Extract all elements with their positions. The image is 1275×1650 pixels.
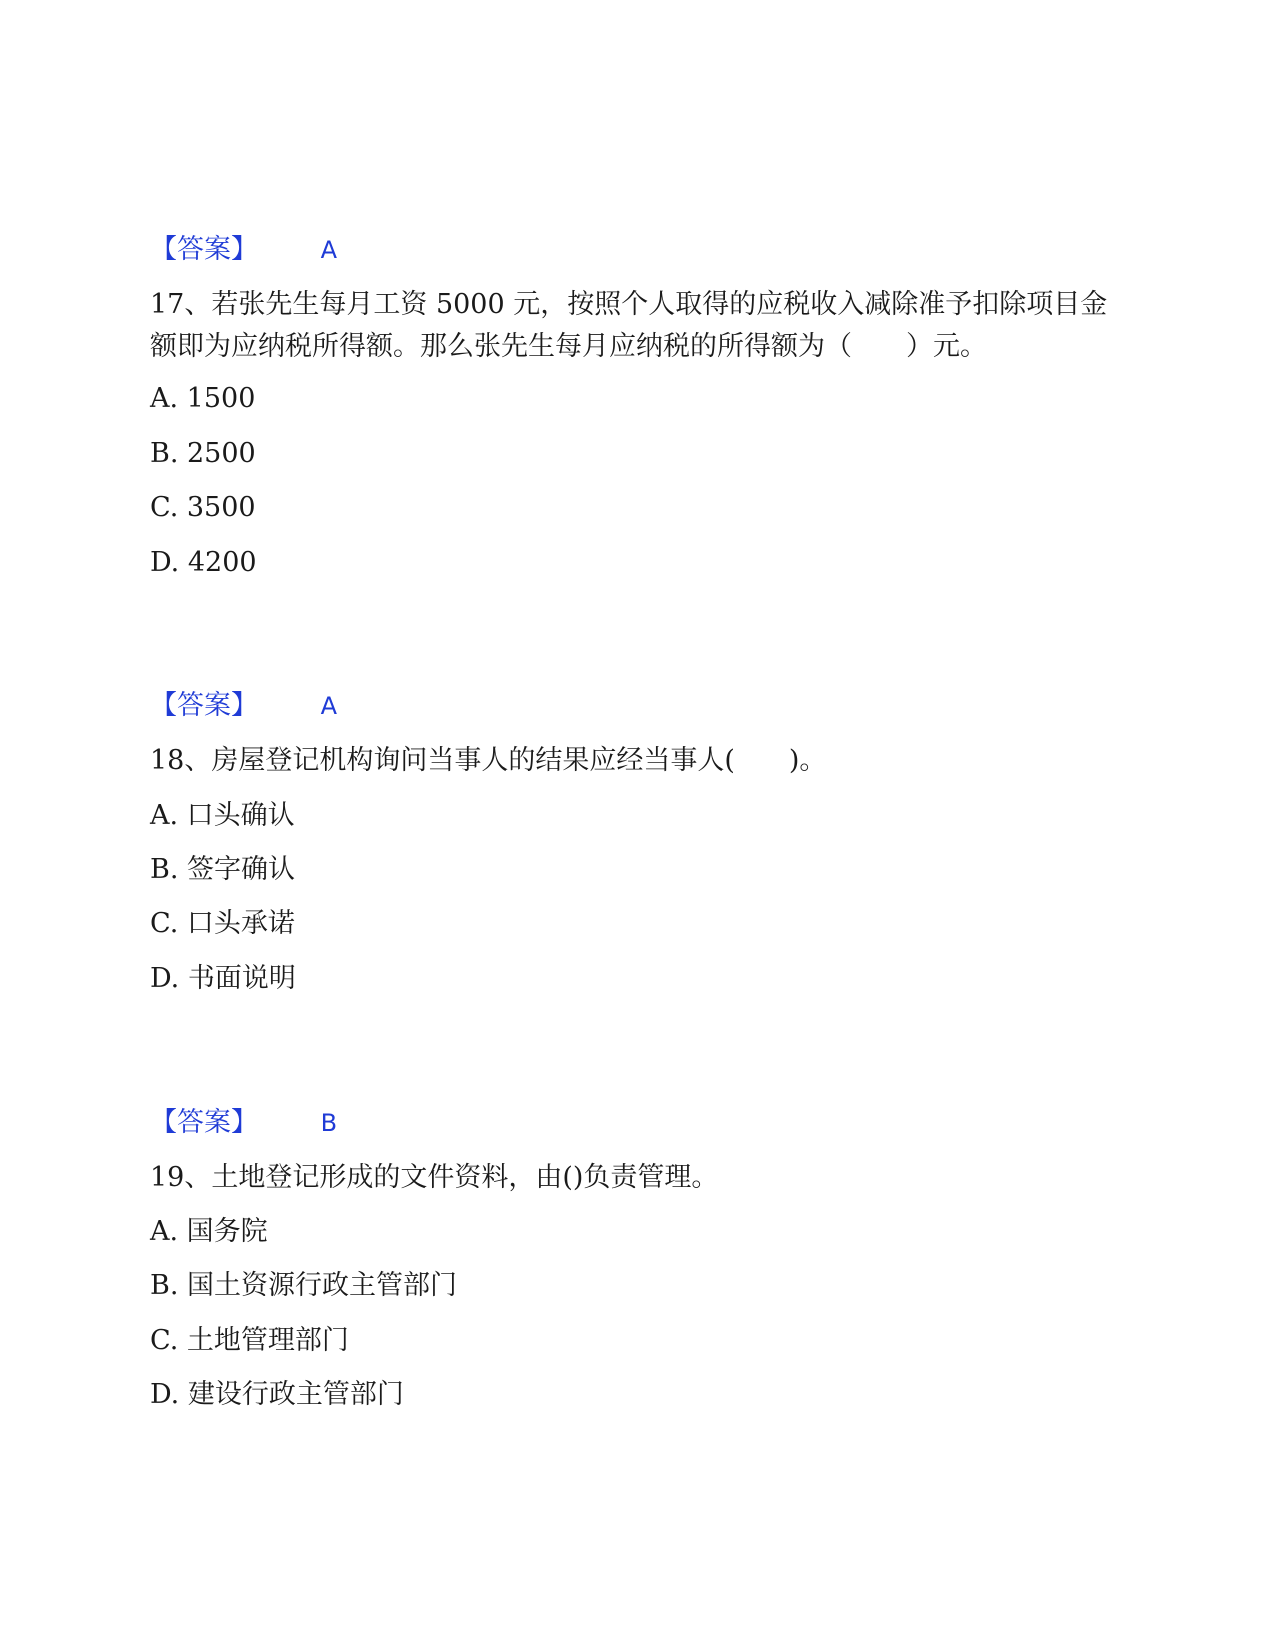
answer-label: 【答案】 [150, 690, 258, 721]
option-b: B. 2500 [150, 438, 256, 469]
answer-line [150, 690, 1110, 722]
option-b: B. 国土资源行政主管部门 [150, 1270, 458, 1301]
option-d: D. 建设行政主管部门 [150, 1379, 404, 1410]
option-a: A. 1500 [150, 383, 256, 414]
answer-label: 【答案】 [150, 234, 258, 265]
option-a: A. 国务院 [150, 1216, 268, 1247]
answer-value: A [320, 692, 338, 720]
answer-line [150, 1107, 1110, 1139]
option-b: B. 签字确认 [150, 854, 296, 885]
answer-label: 【答案】 [150, 1107, 258, 1138]
option-c: C. 土地管理部门 [150, 1325, 349, 1356]
answer-line [150, 234, 1110, 266]
option-a: A. 口头确认 [150, 800, 295, 831]
option-c: C. 3500 [150, 492, 256, 523]
answer-value: A [320, 236, 338, 264]
question-text: 17、若张先生每月工资 5000 元，按照个人取得的应税收入减除准予扣除项目金额即为应纳税所得额。那么张先生每月应纳税的所得额为（ ）元。 [150, 289, 1108, 362]
option-d: D. 书面说明 [150, 963, 296, 994]
option-d: D. 4200 [150, 547, 257, 578]
answer-value: B [320, 1109, 338, 1137]
question-text: 19、土地登记形成的文件资料，由()负责管理。 [150, 1162, 719, 1193]
question-text: 18、房屋登记机构询问当事人的结果应经当事人( )。 [150, 745, 827, 776]
option-c: C. 口头承诺 [150, 908, 295, 939]
